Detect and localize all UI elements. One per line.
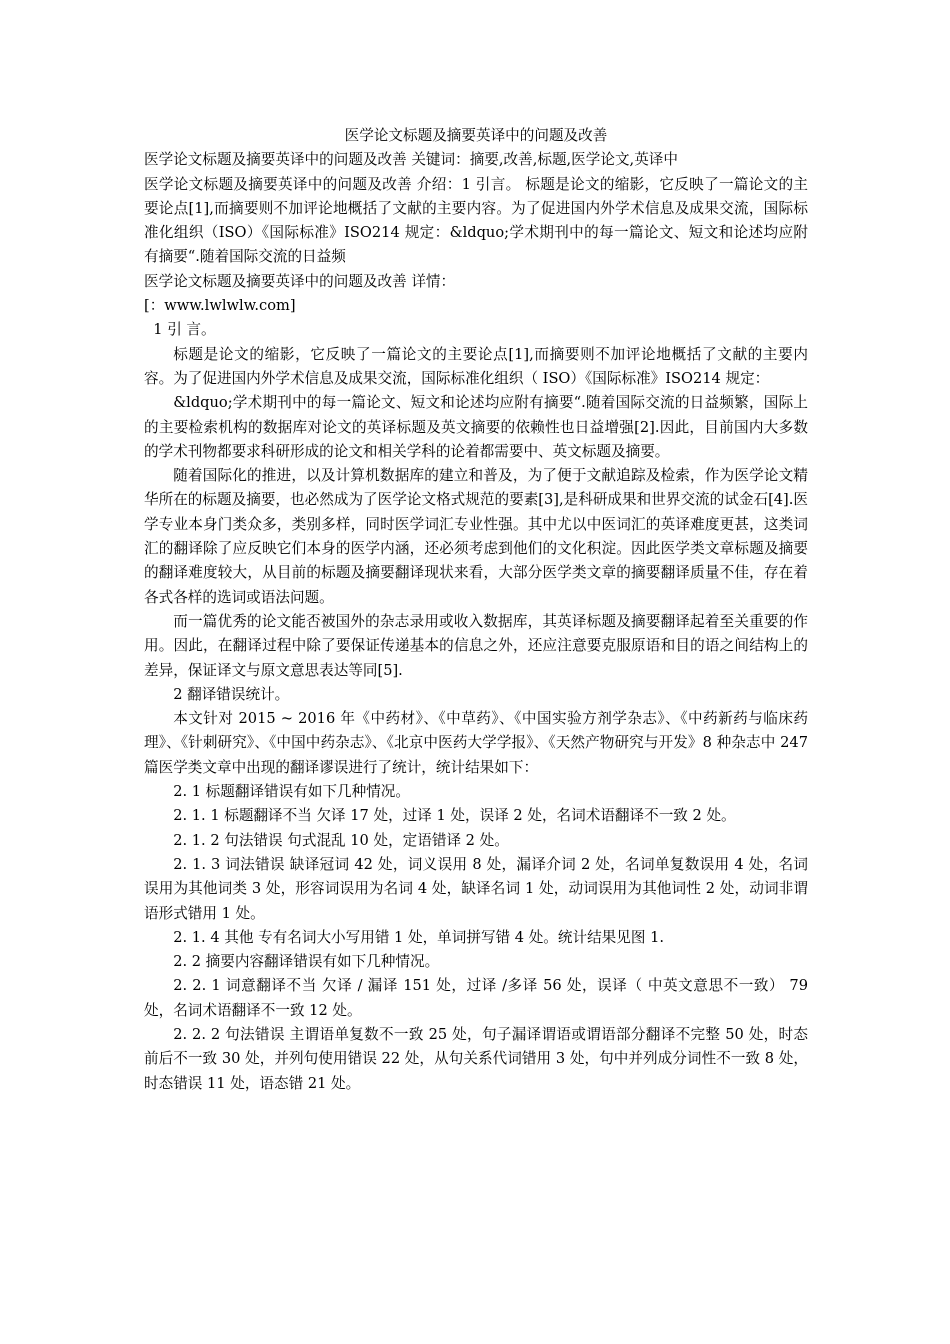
paragraph: &ldquo;学术期刊中的每一篇论文、短文和论述均应附有摘要“.随着国际交流的日益频繁，国际上的主要检索机构的数据库对论文的英译标题及英文摘要的依赖性也日益增强[2].因此，目前国内大多数的学术刊物都要求科研形成的论文和相关学科的论着都需要中、英文标题及摘要。 (144, 394, 808, 460)
paragraph: 本文针对 2015 ~ 2016 年《中药材》、《中草药》、《中国实验方剂学杂志》、《中药新药与临床药理》、《针刺研究》、《中国中药杂志》、《北京中医药大学学报》、《天然产物研究与开发》8 种杂志中 247 篇医学类文章中出现的翻译谬误进行了统计，统计结果如下： (144, 710, 808, 776)
detail-line: 医学论文标题及摘要英译中的问题及改善 详情： (144, 272, 456, 290)
section-heading-intro: 1 引 言。 (144, 321, 216, 339)
paragraph: 2. 1. 4 其他 专有名词大小写用错 1 处，单词拼写错 4 处。统计结果见图 1. (173, 928, 665, 946)
paragraph: 随着国际化的推进，以及计算机数据库的建立和普及，为了便于文献追踪及检索，作为医学论文精华所在的标题及摘要，也必然成为了医学论文格式规范的要素[3],是科研成果和世界交流的试金石[4].医学专业本身门类众多，类别多样，同时医学词汇专业性强。其中尤以中医词汇的英译难度更甚，这类词汇的翻译除了应反映它们本身的医学内涵，还必须考虑到他们的文化积淀。因此医学类文章标题及摘要的翻译难度较大，从目前的标题及摘要翻译现状来看，大部分医学类文章的摘要翻译质量不佳，存在着各式各样的选词或语法问题。 (144, 467, 808, 606)
paragraph: 2. 2. 2 句法错误 主谓语单复数不一致 25 处，句子漏译谓语或谓语部分翻译不完整 50 处，时态前后不一致 30 处，并列句使用错误 22 处，从句关系代词错用 3 处，句中并列成分词性不一致 8 处，时态错误 11 处，语态错 21 处。 (144, 1025, 808, 1092)
subsection-heading: 2. 1 标题翻译错误有如下几种情况。 (173, 783, 410, 801)
paragraph: 而一篇优秀的论文能否被国外的杂志录用或收入数据库，其英译标题及摘要翻译起着至关重要的作用。因此，在翻译过程中除了要保证传递基本的信息之外，还应注意要克服原语和目的语之间结构上的差异，保证译文与原文意思表达等同[5]. (144, 612, 808, 679)
source-line: [：www.lwlwlw.com] (144, 297, 296, 315)
intro-line: 医学论文标题及摘要英译中的问题及改善 介绍：1 引言。 标题是论文的缩影，它反映了一篇论文的主要论点[1],而摘要则不加评论地概括了文献的主要内容。为了促进国内外学术信息及成果交流，国际标准化组织（ISO）《国际标准》ISO214 规定：&ldquo;学术期刊中的每一篇论文、短文和论述均应附有摘要“.随着国际交流的日益频 (144, 175, 808, 266)
section-heading-stats: 2 翻译错误统计。 (173, 685, 290, 703)
paragraph: 2. 1. 2 句法错误 句式混乱 10 处，定语错译 2 处。 (173, 831, 509, 849)
document-body (144, 124, 808, 1096)
paragraph: 标题是论文的缩影，它反映了一篇论文的主要论点[1],而摘要则不加评论地概括了文献的主要内容。为了促进国内外学术信息及成果交流，国际标准化组织（ ISO）《国际标准》ISO214 规定： (144, 345, 808, 387)
paragraph: 2. 1. 3 词法错误 缺译冠词 42 处，词义误用 8 处，漏译介词 2 处，名词单复数误用 4 处，名词误用为其他词类 3 处，形容词误用为名词 4 处，缺译名词 1 处，动词误用为其他词性 2 处，动词非谓语形式错用 1 处。 (144, 855, 808, 922)
keywords-line: 医学论文标题及摘要英译中的问题及改善 关键词：摘要,改善,标题,医学论文,英译中 (144, 151, 678, 169)
paragraph: 2. 2. 1 词意翻译不当 欠译 / 漏译 151 处，过译 /多译 56 处，误译（ 中英文意思不一致） 79 处，名词术语翻译不一致 12 处。 (144, 977, 808, 1019)
paragraph: 2. 1. 1 标题翻译不当 欠译 17 处，过译 1 处，误译 2 处，名词术语翻译不一致 2 处。 (173, 807, 736, 825)
subsection-heading: 2. 2 摘要内容翻译错误有如下几种情况。 (173, 953, 440, 971)
document-title: 医学论文标题及摘要英译中的问题及改善 (344, 127, 608, 144)
